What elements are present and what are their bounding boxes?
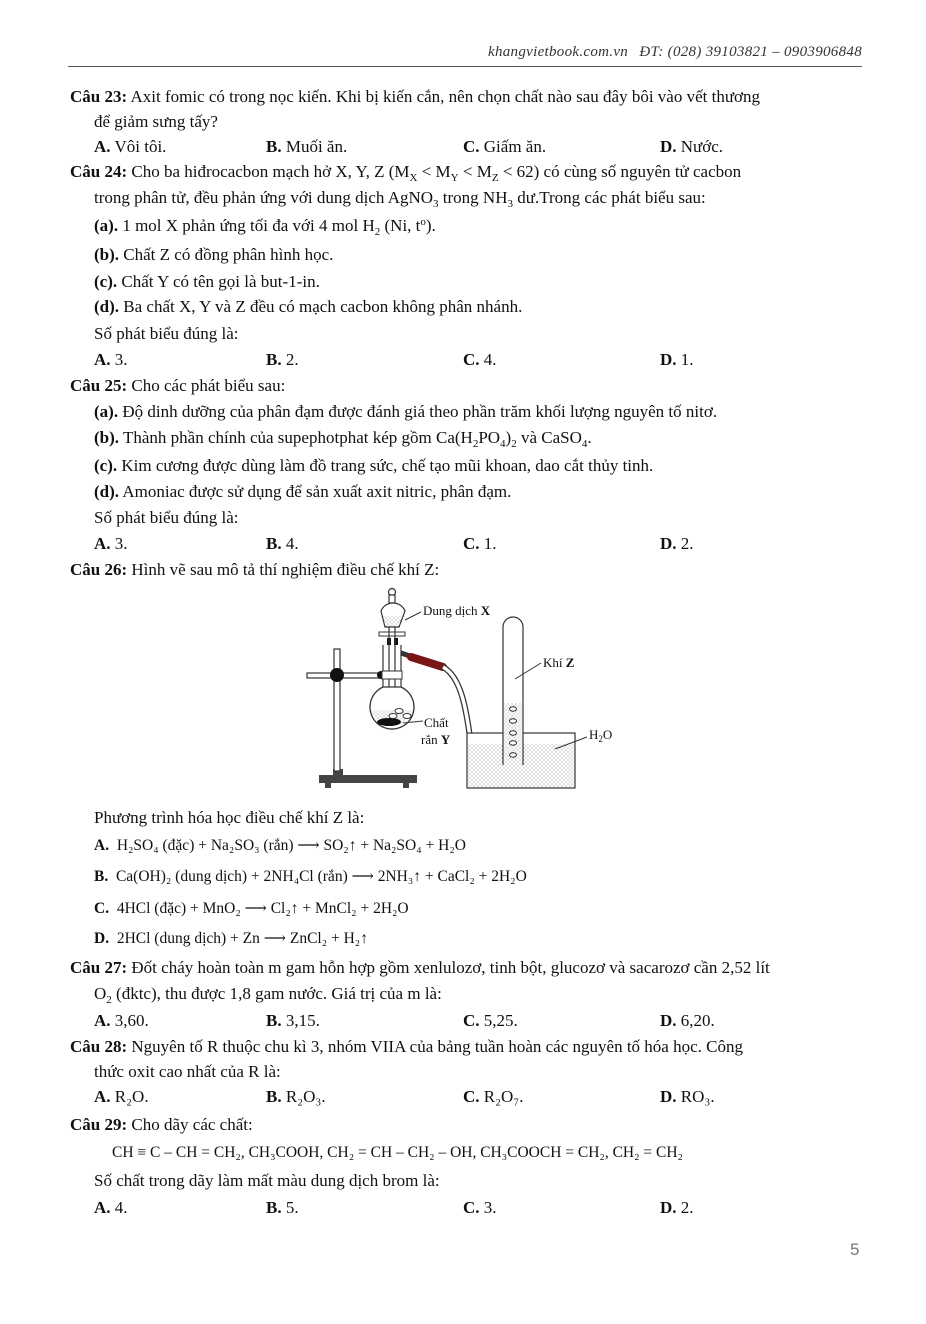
q25-option-b xyxy=(266,534,299,554)
q24-statement-a xyxy=(94,216,436,236)
option-equation: H₂SO₄ (đặc) + Na₂SO₃ (rắn) ⟶ SO₂↑ + Na₂SO₄ + H₂O xyxy=(116,837,466,854)
q28-text: Nguyên tố R thuộc chu kì 3, nhóm VIIA của bảng tuần hoàn các nguyên tố hóa học. Công xyxy=(131,1037,743,1056)
statement-text: (Ni, t xyxy=(380,216,421,235)
q24-label: Câu 24: xyxy=(70,162,128,181)
q28-option-d xyxy=(660,1087,715,1107)
q28-option-a xyxy=(94,1087,149,1107)
q24-option-d xyxy=(660,350,694,370)
statement-text: ). xyxy=(425,216,436,235)
q23-option-a xyxy=(94,137,166,157)
option-key: B. xyxy=(266,1011,282,1030)
subscript: 2 xyxy=(106,994,112,1006)
subscript: 2 xyxy=(472,438,479,450)
option-key: A. xyxy=(94,534,111,553)
option-key: A. xyxy=(94,837,110,854)
option-key: A. xyxy=(94,1011,111,1030)
option-key: B. xyxy=(266,350,282,369)
option-text: R₂O. xyxy=(114,1087,149,1106)
q25-statement-a xyxy=(94,402,717,422)
statement-text: Chất Z có đồng phân hình học. xyxy=(119,245,334,264)
option-key: C. xyxy=(463,137,480,156)
option-key: D. xyxy=(94,930,110,947)
option-key: B. xyxy=(266,534,282,553)
option-text: 3,60. xyxy=(114,1011,149,1030)
superscript: o xyxy=(420,216,426,228)
statement-text: ) xyxy=(505,428,512,447)
q25-statement-d xyxy=(94,482,511,502)
statement-key: (c). xyxy=(94,272,118,291)
q28-stem-line1 xyxy=(70,1037,743,1057)
q29-option-b xyxy=(266,1198,299,1218)
option-key: C. xyxy=(94,900,110,917)
statement-text: Chất Y có tên gọi là but-1-in. xyxy=(117,272,320,291)
option-key: D. xyxy=(660,1198,677,1217)
header-site: khangvietbook.com.vn xyxy=(487,44,629,60)
statement-key: (b). xyxy=(94,428,120,447)
option-text: 3. xyxy=(114,534,128,553)
q28-option-c xyxy=(463,1087,524,1107)
q25-label: Câu 25: xyxy=(70,376,128,395)
option-key: C. xyxy=(463,1087,480,1106)
q27-label: Câu 27: xyxy=(70,958,128,977)
q23-stem-line2: để giảm sưng tấy? xyxy=(94,112,218,131)
option-text: 2. xyxy=(680,534,694,553)
header-phone: ĐT: (028) 39103821 – 0903906848 xyxy=(639,44,862,60)
q24-text: trong phân tử, đều phản ứng với dung dịch AgNO xyxy=(94,188,434,207)
label-ran-y: rắn Y xyxy=(421,732,451,747)
q25-text: Cho các phát biểu sau: xyxy=(131,376,286,395)
q28-stem-line2: thức oxit cao nhất của R là: xyxy=(94,1062,281,1081)
option-equation: 4HCl (đặc) + MnO₂ ⟶ Cl₂↑ + MnCl₂ + 2H₂O xyxy=(116,900,409,917)
subscript: 2 xyxy=(511,438,517,450)
option-key: C. xyxy=(463,534,480,553)
option-key: A. xyxy=(94,137,111,156)
q26-prompt: Phương trình hóa học điều chế khí Z là: xyxy=(94,808,365,827)
q24-option-c xyxy=(463,350,497,370)
page-number: 5 xyxy=(850,1240,860,1259)
option-text: 1. xyxy=(680,350,694,369)
q27-text: Đốt cháy hoàn toàn m gam hỗn hợp gồm xenlulozơ, tinh bột, glucozơ và sacarozơ cần 2,52 lít xyxy=(131,958,770,977)
option-text: Nước. xyxy=(680,137,724,156)
q29-label: Câu 29: xyxy=(70,1115,128,1134)
q23-stem-line1 xyxy=(70,87,760,107)
statement-text: Ba chất X, Y và Z đều có mạch cacbon không phân nhánh. xyxy=(119,297,523,316)
option-text: 4. xyxy=(285,534,299,553)
q25-stem xyxy=(70,376,285,396)
subscript: 3 xyxy=(433,198,439,210)
q27-text: (đktc), thu được 1,8 gam nước. Giá trị của m là: xyxy=(111,984,442,1003)
q24-statement-c xyxy=(94,272,320,292)
option-text: Giấm ăn. xyxy=(483,137,547,156)
q29-option-a xyxy=(94,1198,128,1218)
option-text: 6,20. xyxy=(680,1011,715,1030)
option-key: C. xyxy=(463,1198,480,1217)
label-h2o: $H_2O$ xyxy=(589,727,613,744)
q28-option-b xyxy=(266,1087,326,1107)
q27-stem-line2 xyxy=(94,984,442,1004)
option-text: 3. xyxy=(114,350,128,369)
q24-prompt: Số phát biểu đúng là: xyxy=(94,324,239,343)
option-text: R₂O₇. xyxy=(483,1087,524,1106)
option-text: 5,25. xyxy=(483,1011,518,1030)
subscript: Z xyxy=(491,172,499,184)
q27-option-c xyxy=(463,1011,518,1031)
statement-key: (c). xyxy=(94,456,118,475)
q24-option-a xyxy=(94,350,128,370)
option-key: D. xyxy=(660,1087,677,1106)
q27-option-a xyxy=(94,1011,149,1031)
label-dung-dich-x: Dung dịch X xyxy=(423,603,491,618)
option-key: B. xyxy=(94,868,109,885)
q24-stem-line2 xyxy=(94,188,706,208)
q27-stem-line1 xyxy=(70,958,770,978)
option-equation: 2HCl (dung dịch) + Zn ⟶ ZnCl₂ + H₂↑ xyxy=(116,930,368,947)
option-text: 5. xyxy=(285,1198,299,1217)
q23-option-d xyxy=(660,137,723,157)
q29-prompt: Số chất trong dãy làm mất màu dung dịch brom là: xyxy=(94,1171,440,1190)
q25-statement-c xyxy=(94,456,653,476)
q23-text: Axit fomic có trong nọc kiến. Khi bị kiến cắn, nên chọn chất nào sau đây bôi vào vết thương xyxy=(130,87,761,106)
option-key: A. xyxy=(94,350,111,369)
q25-option-c xyxy=(463,534,497,554)
q25-option-a xyxy=(94,534,128,554)
label-chat: Chất xyxy=(424,715,449,730)
q23-option-c xyxy=(463,137,546,157)
statement-key: (d). xyxy=(94,482,120,501)
q24-statement-b xyxy=(94,245,333,265)
option-key: A. xyxy=(94,1087,111,1106)
q29-option-d xyxy=(660,1198,694,1218)
option-key: B. xyxy=(266,1087,282,1106)
option-key: B. xyxy=(266,137,282,156)
statement-key: (a). xyxy=(94,216,119,235)
option-text: 3. xyxy=(483,1198,497,1217)
subscript: Y xyxy=(450,172,459,184)
q26-option-b xyxy=(94,867,527,887)
option-text: 1. xyxy=(483,534,497,553)
statement-text: Thành phần chính của supephotphat kép gồm Ca(H xyxy=(119,428,473,447)
option-equation: Ca(OH)₂ (dung dịch) + 2NH₄Cl (rắn) ⟶ 2NH₃↑ + CaCl₂ + 2H₂O xyxy=(115,868,527,885)
q23-label: Câu 23: xyxy=(70,87,128,106)
q26-option-a xyxy=(94,836,466,856)
page-header xyxy=(68,44,862,67)
q29-stem xyxy=(70,1115,253,1135)
statement-text: Amoniac được sử dụng để sản xuất axit nitric, phân đạm. xyxy=(119,482,512,501)
option-text: Muối ăn. xyxy=(285,137,348,156)
option-key: D. xyxy=(660,350,677,369)
option-text: 3,15. xyxy=(285,1011,320,1030)
inverted-test-tube xyxy=(503,617,523,765)
q29-text: Cho dãy các chất: xyxy=(131,1115,253,1134)
q25-prompt: Số phát biểu đúng là: xyxy=(94,508,239,527)
subscript: X xyxy=(409,172,418,184)
q23-option-b xyxy=(266,137,347,157)
option-key: C. xyxy=(463,1011,480,1030)
statement-key: (d). xyxy=(94,297,120,316)
statement-text: 1 mol X phản ứng tối đa với 4 mol H xyxy=(118,216,375,235)
subscript: 3 xyxy=(507,198,513,210)
q28-label: Câu 28: xyxy=(70,1037,128,1056)
statement-text: Kim cương được dùng làm đồ trang sức, chế tạo mũi khoan, dao cắt thủy tinh. xyxy=(117,456,654,475)
option-text: 4. xyxy=(114,1198,128,1217)
option-text: 2. xyxy=(680,1198,694,1217)
statement-text: Độ dinh dưỡng của phân đạm được đánh giá theo phần trăm khối lượng nguyên tố nitơ. xyxy=(118,402,718,421)
option-text: RO₃. xyxy=(680,1087,715,1106)
statement-text: và CaSO xyxy=(516,428,582,447)
q25-option-d xyxy=(660,534,694,554)
subscript: 2 xyxy=(374,226,381,238)
q26-option-c xyxy=(94,899,409,919)
label-khi-z: Khí Z xyxy=(543,655,575,670)
q29-formula-list: CH ≡ C – CH = CH₂, CH₃COOH, CH₂ = CH – CH₂ – OH, CH₃COOCH = CH₂, CH₂ = CH₂ xyxy=(112,1144,683,1161)
q27-option-b xyxy=(266,1011,320,1031)
statement-key: (a). xyxy=(94,402,119,421)
option-key: A. xyxy=(94,1198,111,1217)
option-key: C. xyxy=(463,350,480,369)
subscript: 4 xyxy=(581,438,588,450)
q27-text: O xyxy=(94,984,107,1003)
q26-text: Hình vẽ sau mô tả thí nghiệm điều chế khí Z: xyxy=(131,560,440,579)
subscript: 4 xyxy=(500,438,506,450)
q24-text: < 62) có cùng số nguyên tử cacbon xyxy=(498,162,742,181)
statement-text: . xyxy=(587,428,592,447)
option-key: D. xyxy=(660,1011,677,1030)
option-text: 2. xyxy=(285,350,299,369)
q24-text: < M xyxy=(458,162,492,181)
q24-text: Cho ba hiđrocacbon mạch hở X, Y, Z (M xyxy=(131,162,410,181)
option-key: D. xyxy=(660,137,677,156)
statement-text: PO xyxy=(478,428,501,447)
q26-option-d xyxy=(94,929,368,949)
statement-key: (b). xyxy=(94,245,120,264)
q26-stem xyxy=(70,560,439,580)
q24-text: dư.Trong các phát biểu sau: xyxy=(513,188,706,207)
q26-label: Câu 26: xyxy=(70,560,128,579)
option-key: B. xyxy=(266,1198,282,1217)
option-key: D. xyxy=(660,534,677,553)
q24-option-b xyxy=(266,350,299,370)
q24-text: trong NH xyxy=(438,188,508,207)
option-text: 4. xyxy=(483,350,497,369)
option-text: Vôi tôi. xyxy=(114,137,167,156)
q24-statement-d xyxy=(94,297,522,317)
q24-stem-line1 xyxy=(70,162,741,182)
q24-text: < M xyxy=(417,162,451,181)
q27-option-d xyxy=(660,1011,715,1031)
q29-option-c xyxy=(463,1198,497,1218)
option-text: R₂O₃. xyxy=(285,1087,326,1106)
q25-statement-b xyxy=(94,428,592,448)
gas-collection-apparatus-figure xyxy=(303,587,629,795)
